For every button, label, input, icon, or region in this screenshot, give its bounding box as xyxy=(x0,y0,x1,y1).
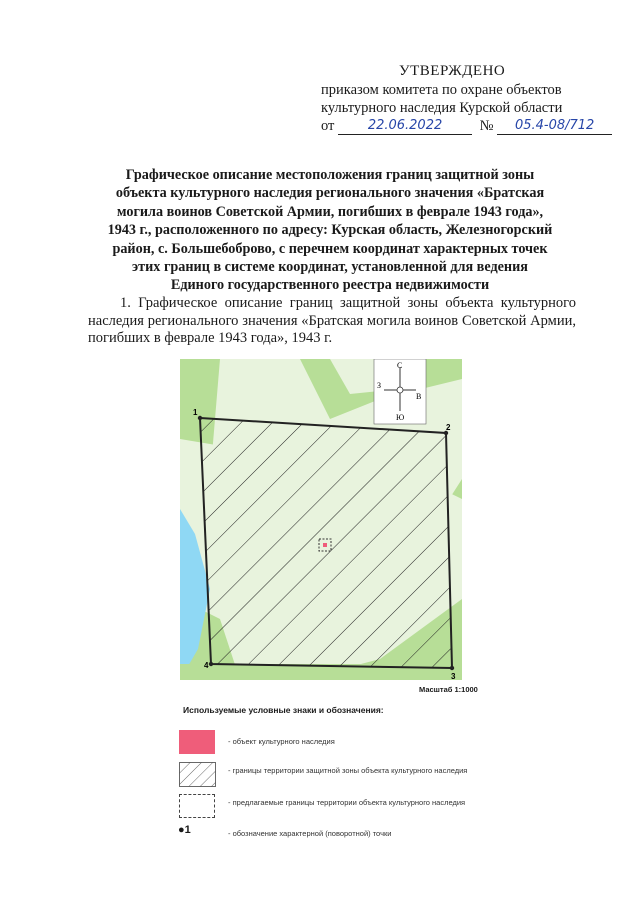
title-line: этих границ в системе координат, установленной для ведения xyxy=(132,259,528,276)
date-field xyxy=(338,117,472,135)
compass-west-label: З xyxy=(377,381,382,390)
document-title xyxy=(80,166,580,295)
title-line: Единого государственного реестра недвижимости xyxy=(170,277,490,294)
legend-swatch-heritage xyxy=(179,730,215,754)
legend-swatch-dashed xyxy=(179,794,215,818)
point-label-4: 4 xyxy=(204,661,209,670)
number-field xyxy=(497,117,612,135)
approved-heading: УТВЕРЖДЕНО xyxy=(399,63,506,79)
legend-title: Используемые условные знаки и обозначения: xyxy=(183,705,384,715)
number-value: 05.4-08/712 xyxy=(514,118,595,133)
heritage-object xyxy=(323,543,327,547)
date-value: 22.06.2022 xyxy=(367,118,443,133)
legend-point-symbol: ●1 xyxy=(178,824,191,836)
compass-south-label: Ю xyxy=(396,413,405,422)
legend-text-point: - обозначение характерной (поворотной) точки xyxy=(228,829,392,838)
compass-north-label: С xyxy=(397,361,403,370)
site-map xyxy=(180,359,462,680)
corner-point-1 xyxy=(198,416,202,420)
title-line: могила воинов Советской Армии, погибших в феврале 1943 года», xyxy=(116,203,544,220)
legend-text-hatch: - границы территории защитной зоны объекта культурного наследия xyxy=(228,766,468,775)
map-scale: Масштаб 1:1000 xyxy=(419,685,478,694)
title-line: объекта культурного наследия регионального значения «Братская xyxy=(115,185,545,202)
section-1-text: 1. Графическое описание границ защитной зоны объекта культурного наследия регионального значения «Братская могила воинов Советской Армии, погибших в феврале 1943 года», 1943 г. xyxy=(88,295,576,347)
approved-line-1: приказом комитета по охране объектов xyxy=(321,82,562,98)
approved-line-2: культурного наследия Курской области xyxy=(321,100,563,116)
compass-rose xyxy=(374,359,426,424)
title-line: район, с. Большебоброво, с перечнем координат характерных точек xyxy=(112,240,548,257)
date-prefix: от xyxy=(321,118,335,134)
legend-text-heritage: - объект культурного наследия xyxy=(228,737,335,746)
corner-point-4 xyxy=(209,662,213,666)
legend-text-dashed: - предлагаемые границы территории объекта культурного наследия xyxy=(228,798,466,807)
point-label-3: 3 xyxy=(451,672,456,680)
title-line: Графическое описание местоположения границ защитной зоны xyxy=(125,167,535,183)
point-label-1: 1 xyxy=(193,408,198,417)
date-number-line xyxy=(321,118,621,136)
title-line: 1943 г., расположенного по адресу: Курская область, Железногорский xyxy=(107,222,553,239)
point-label-2: 2 xyxy=(446,423,451,432)
compass-east-label: В xyxy=(416,392,422,401)
number-prefix: № xyxy=(479,118,494,134)
legend-swatch-hatch xyxy=(179,762,216,787)
section-1-paragraph xyxy=(88,295,576,348)
corner-point-3 xyxy=(450,666,454,670)
